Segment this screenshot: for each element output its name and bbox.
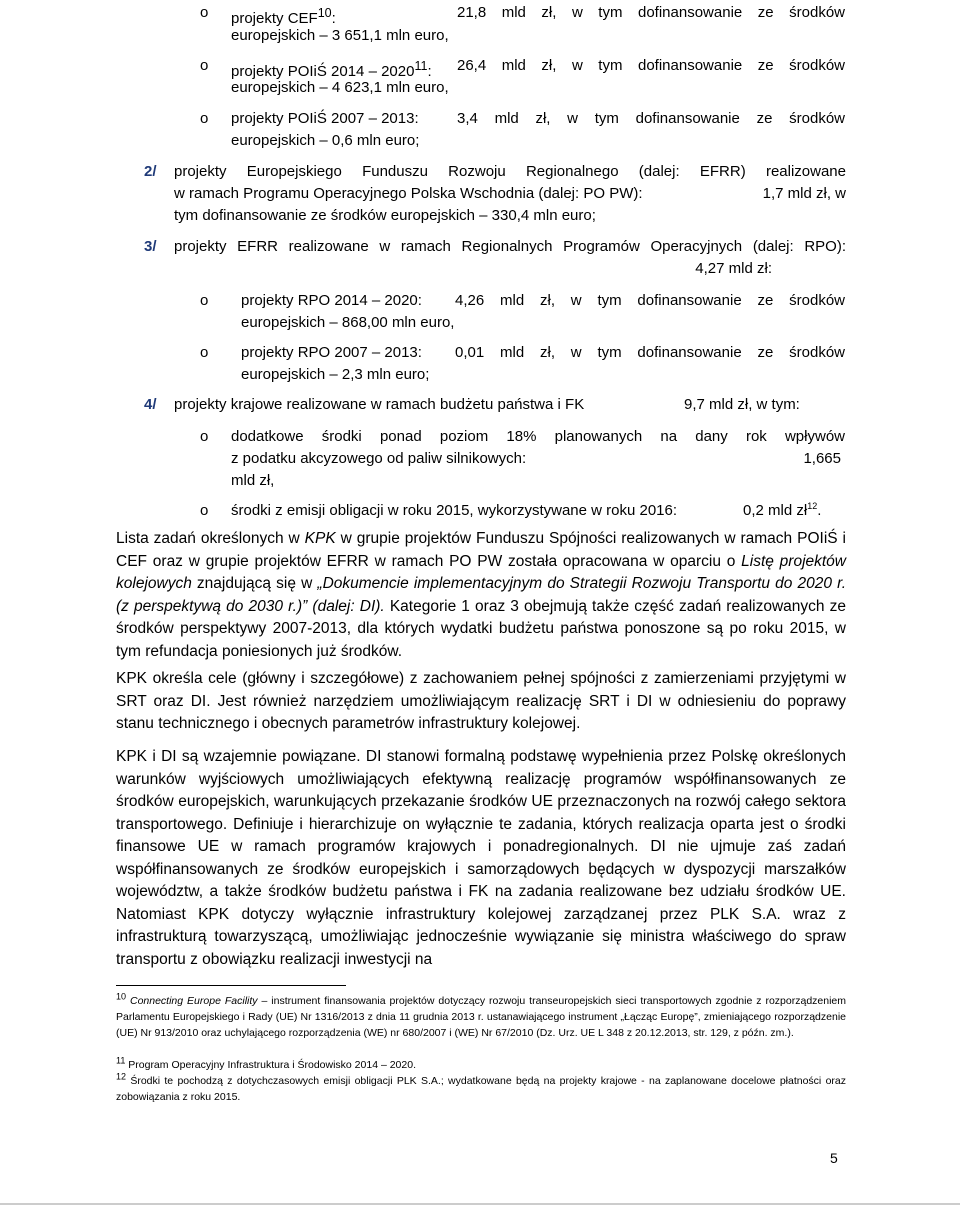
item-number: 3/ bbox=[144, 238, 157, 255]
footnote-text: Środki te pochodzą z dotychczasowych emisji obligacji PLK S.A.; wydatkowane będą na projekty krajowe - na zaplanowane docelowe płatności oraz zobowiązania z roku 2015. bbox=[116, 1075, 846, 1103]
item-amount: 4,26 mld zł, w tym dofinansowanie ze środków bbox=[455, 292, 845, 309]
item-label: projekty RPO 2007 – 2013: bbox=[241, 344, 422, 361]
page-number: 5 bbox=[830, 1150, 838, 1166]
footnote-text: Program Operacyjny Infrastruktura i Środowisko 2014 – 2020. bbox=[125, 1059, 416, 1071]
item-line2 bbox=[174, 183, 846, 205]
footnote-number: 12 bbox=[116, 1071, 127, 1082]
footnote-10 bbox=[116, 993, 846, 1041]
item-number: 4/ bbox=[144, 396, 157, 413]
para-italic: Listę projektów kolejowych bbox=[116, 552, 846, 592]
item-label: projekty POIiŚ 2014 – 2020 bbox=[231, 63, 415, 80]
list-item bbox=[241, 290, 845, 312]
para-text: Lista zadań określonych w bbox=[116, 530, 305, 547]
footnote-ref: 11 bbox=[414, 59, 428, 73]
footnote-number: 10 bbox=[116, 991, 127, 1002]
item-label: projekty RPO 2014 – 2020: bbox=[241, 292, 422, 309]
list-item-line3: mld zł, bbox=[231, 472, 275, 489]
list-bullet: o bbox=[200, 344, 209, 361]
para-italic: „Dokumencie implementacyjnym do Strategii Rozwoju Transportu do 2020 r. (z perspektywą do 2030 r.)” (dalej: DI). bbox=[116, 575, 846, 615]
item-line2: europejskich – 0,6 mln euro; bbox=[231, 132, 420, 149]
item-line2: europejskich – 3 651,1 mln euro, bbox=[231, 27, 449, 44]
page-bottom-border bbox=[0, 1203, 960, 1205]
list-bullet: o bbox=[200, 4, 209, 21]
item-line1: projekty EFRR realizowane w ramach Regionalnych Programów Operacyjnych (dalej: RPO): bbox=[174, 238, 846, 255]
list-bullet: o bbox=[200, 292, 209, 309]
list-item-text: środki z emisji obligacji w roku 2015, wykorzystywane w roku 2016: bbox=[231, 502, 678, 519]
item-line2-right: 1,7 mld zł, w bbox=[762, 185, 846, 202]
footnote-12 bbox=[116, 1073, 846, 1105]
list-bullet: o bbox=[200, 57, 209, 74]
list-bullet: o bbox=[200, 110, 209, 127]
item-amount: 4,27 mld zł: bbox=[695, 260, 772, 277]
item-label: projekty POIiŚ 2007 – 2013: bbox=[231, 110, 419, 127]
item-amount: 0,01 mld zł, w tym dofinansowanie ze środków bbox=[455, 344, 845, 361]
list-bullet: o bbox=[200, 502, 209, 519]
footnote-ref: 12 bbox=[807, 501, 818, 511]
list-item-line2-left: z podatku akcyzowego od paliw silnikowych: bbox=[231, 450, 527, 467]
footnote-11 bbox=[116, 1057, 846, 1073]
footnote-italic: Connecting Europe Facility bbox=[129, 995, 258, 1007]
footnote-ref: 10 bbox=[317, 6, 332, 20]
item-line2: europejskich – 4 623,1 mln euro, bbox=[231, 79, 449, 96]
item-line2: europejskich – 2,3 mln euro; bbox=[241, 366, 430, 383]
item-line3: tym dofinansowanie ze środków europejskich – 330,4 mln euro; bbox=[174, 207, 596, 224]
list-item-line1: dodatkowe środki ponad poziom 18% planowanych na dany rok wpływów bbox=[231, 428, 845, 445]
list-item-end: . bbox=[817, 502, 822, 519]
footnote-number: 11 bbox=[116, 1055, 126, 1066]
list-item bbox=[241, 342, 845, 364]
item-amount: 26,4 mld zł, w tym dofinansowanie ze środków bbox=[457, 57, 845, 74]
para-text: znajdującą się w bbox=[191, 575, 318, 592]
item-line1: projekty Europejskiego Funduszu Rozwoju Regionalnego (dalej: EFRR) realizowane bbox=[174, 163, 846, 180]
item-label: projekty krajowe realizowane w ramach budżetu państwa i FK bbox=[174, 396, 585, 413]
list-item-amount-wrap bbox=[743, 500, 821, 522]
item-colon: : bbox=[427, 63, 432, 80]
list-item bbox=[231, 108, 845, 130]
list-item-line2 bbox=[231, 448, 841, 470]
footnote-text: – instrument finansowania projektów dotyczący rozwoju transeuropejskich sieci transportowych zgodnie z rozporządzeniem Parlamentu Europejskiego i Rady (UE) Nr 1316/2013 z dnia 11 grudnia 2013 r. ustanawiającego instrument „Łącząc Europę”, zmieniającego rozporządzenie (UE) Nr 913/2010 oraz uchylającego rozporządzenia (WE) nr 680/2007 i (WE) Nr 67/2010 (Dz. Urz. UE L 348 z 20.12.2013, str. 129, z późn. zm.). bbox=[116, 995, 847, 1039]
paragraph-2: KPK określa cele (główny i szczegółowe) z zachowaniem pełnej spójności z zamierzeniami przyjętymi w SRT oraz DI. Jest również narzędziem umożliwiającym realizację SRT i DI w odniesieniu do poprawy stanu technicznego i obecnych parametrów infrastruktury kolejowej. bbox=[116, 670, 846, 732]
item-number: 2/ bbox=[144, 163, 157, 180]
list-item-line2-right: 1,665 bbox=[803, 450, 841, 467]
paragraph-3: KPK i DI są wzajemnie powiązane. DI stanowi formalną podstawę wypełnienia przez Polskę określonych warunków wyjściowych umożliwiających efektywną realizację programów współfinansowanych ze środków europejskich, warunkujących przekazanie środków UE przeznaczonych na rozwój całego sektora transportowego. Definiuje i hierarchizuje on wyłącznie te zadania, których realizacja oparta jest o środki finansowe UE w ramach programów krajowych i ponadregionalnych. DI nie ujmuje zaś zadań współfinansowanych ze środków europejskich i samorządowych będących w dyspozycji marszałków województw, a także środków budżetu państwa i FK na zadania realizowane bez udziału środków UE. Natomiast KPK dotyczy wyłącznie infrastruktury kolejowej zarządzanej przez PLK S.A. wraz z infrastrukturą towarzyszącą, umożliwiając jednocześnie wywiązanie się ministra właściwego do spraw transportu z obowiązku realizacji inwestycji na bbox=[116, 748, 846, 968]
item-amount: 3,4 mld zł, w tym dofinansowanie ze środków bbox=[457, 110, 845, 127]
item-amount: 9,7 mld zł, w tym: bbox=[684, 396, 800, 413]
item-amount: 21,8 mld zł, w tym dofinansowanie ze środków bbox=[457, 4, 845, 21]
paragraph-1 bbox=[116, 528, 846, 663]
item-label: projekty CEF bbox=[231, 10, 318, 27]
item-colon: : bbox=[331, 10, 336, 27]
list-item-amount: 0,2 mld zł bbox=[743, 502, 808, 519]
item-line2-left: w ramach Programu Operacyjnego Polska Wschodnia (dalej: PO PW): bbox=[174, 185, 643, 202]
para-italic: KPK bbox=[304, 530, 336, 547]
para-text: Kategorie 1 oraz 3 obejmują także część zadań realizowanych ze środków perspektywy 2007-2013, dla których wydatki budżetu państwa ponoszone są po roku 2015, w tym refundacja poniesionych już środków. bbox=[116, 597, 846, 660]
list-item bbox=[231, 500, 851, 522]
para-text: w grupie projektów Funduszu Spójności realizowanych w ramach POIiŚ i CEF oraz w grupie projektów EFRR w ramach PO PW została opracowana w oparciu o bbox=[116, 530, 846, 570]
item-line2: europejskich – 868,00 mln euro, bbox=[241, 314, 455, 331]
list-bullet: o bbox=[200, 428, 209, 445]
footnote-separator bbox=[116, 985, 346, 986]
